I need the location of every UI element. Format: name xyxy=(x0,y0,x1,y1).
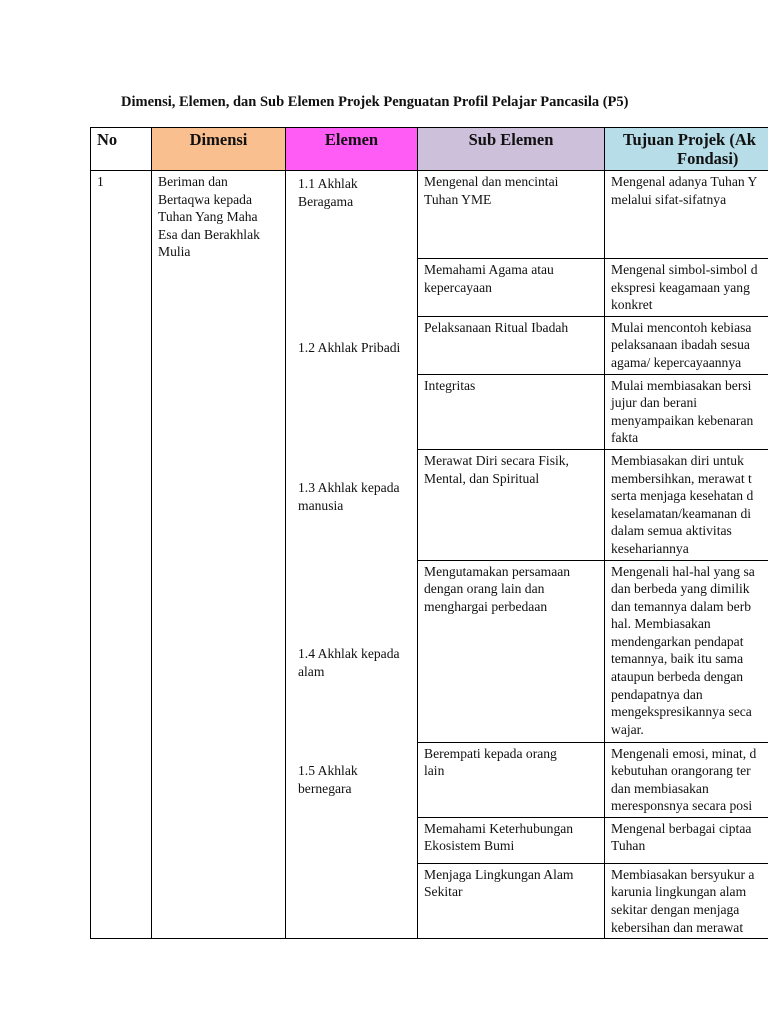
header-no: No xyxy=(91,128,152,171)
tujuan-line: dan membiasakan xyxy=(611,780,709,796)
tujuan-cell xyxy=(605,817,768,863)
sub-elemen-line: menghargai perbedaan xyxy=(424,598,548,614)
header-tujuan-line2: Fondasi) xyxy=(677,149,739,168)
sub-elemen-cell xyxy=(418,171,605,259)
tujuan-line: Mengenali emosi, minat, d xyxy=(611,745,757,761)
tujuan-line: Mengenal berbagai ciptaa xyxy=(611,820,752,836)
tujuan-cell xyxy=(605,316,768,374)
sub-elemen-line: Merawat Diri secara Fisik, xyxy=(424,452,569,468)
sub-elemen-cell xyxy=(418,374,605,449)
tujuan-line: Mengenal adanya Tuhan Y xyxy=(611,174,758,189)
sub-elemen-line: kepercayaan xyxy=(424,279,492,295)
tujuan-line: ataupun berbeda dengan xyxy=(611,669,744,685)
sub-elemen-line: Pelaksanaan Ritual Ibadah xyxy=(424,319,569,335)
tujuan-line: Mengenali hal-hal yang sa xyxy=(611,563,755,579)
sub-elemen-line: Mental, dan Spiritual xyxy=(424,470,540,486)
tujuan-line: Mulai membiasakan bersi xyxy=(611,377,752,393)
dimensi-line: Mulia xyxy=(158,244,191,260)
header-row xyxy=(91,128,768,171)
sub-elemen-cell xyxy=(418,863,605,938)
tujuan-line: Mengenal simbol-simbol d xyxy=(611,262,758,277)
tujuan-cell xyxy=(605,171,768,259)
tujuan-line: kebutuhan orangorang ter xyxy=(611,763,751,779)
tujuan-line: menyampaikan kebenaran xyxy=(611,412,754,428)
tujuan-line: mengekspresikannya seca xyxy=(611,704,752,720)
header-tujuan xyxy=(605,128,768,171)
elemen-line: 1.5 Akhlak xyxy=(298,763,358,778)
sub-elemen-cell xyxy=(418,259,605,317)
sub-elemen-cell xyxy=(418,449,605,560)
tujuan-line: dalam semua aktivitas xyxy=(611,523,732,539)
document-title: Dimensi, Elemen, dan Sub Elemen Projek Penguatan Profil Pelajar Pancasila (P5) xyxy=(121,94,629,110)
tujuan-line: agama/ kepercayaannya xyxy=(611,354,742,370)
tujuan-line: konkret xyxy=(611,297,653,313)
tujuan-line: fakta xyxy=(611,430,639,446)
elemen-item xyxy=(298,762,414,797)
elemen-line: manusia xyxy=(298,497,344,513)
elemen-cell xyxy=(286,171,418,939)
tujuan-line: temannya, baik itu sama xyxy=(611,651,744,667)
tujuan-line: wajar. xyxy=(611,721,644,737)
sub-elemen-line: Integritas xyxy=(424,377,476,393)
tujuan-line: jujur dan berani xyxy=(611,395,698,411)
sub-elemen-line: lain xyxy=(424,763,445,779)
p5-table xyxy=(90,127,768,939)
sub-elemen-line: Tuhan YME xyxy=(424,191,492,207)
dimensi-line: Esa dan Berakhlak xyxy=(158,226,260,242)
elemen-line: bernegara xyxy=(298,780,352,796)
tujuan-line: dan berbeda yang dimilik xyxy=(611,581,750,597)
dimensi-line: Bertaqwa kepada xyxy=(158,191,252,207)
tujuan-line: kebersihan dan merawat xyxy=(611,919,744,935)
tujuan-cell xyxy=(605,449,768,560)
sub-elemen-cell xyxy=(418,742,605,817)
dimensi-cell xyxy=(152,171,286,939)
tujuan-cell xyxy=(605,259,768,317)
elemen-item xyxy=(298,339,414,357)
sub-elemen-line: Memahami Keterhubungan xyxy=(424,820,574,836)
elemen-item xyxy=(298,479,414,514)
tujuan-line: keselamatan/keamanan di xyxy=(611,505,752,521)
table-row xyxy=(91,171,768,259)
elemen-line: 1.2 Akhlak Pribadi xyxy=(298,340,401,355)
tujuan-line: karunia lingkungan alam xyxy=(611,884,747,900)
sub-elemen-cell xyxy=(418,316,605,374)
dimensi-line: Beriman dan xyxy=(158,174,228,189)
sub-elemen-line: Ekosistem Bumi xyxy=(424,838,515,854)
sub-elemen-line: Mengenal dan mencintai xyxy=(424,174,559,189)
tujuan-line: meresponsnya secara posi xyxy=(611,798,753,814)
tujuan-line: membersihkan, merawat t xyxy=(611,470,752,486)
sub-elemen-cell xyxy=(418,560,605,742)
tujuan-line: pelaksanaan ibadah sesua xyxy=(611,337,750,353)
tujuan-line: ekspresi keagamaan yang xyxy=(611,279,750,295)
sub-elemen-cell xyxy=(418,817,605,863)
tujuan-cell xyxy=(605,742,768,817)
sub-elemen-line: Sekitar xyxy=(424,884,463,900)
elemen-line: 1.1 Akhlak xyxy=(298,176,358,191)
tujuan-line: kesehariannya xyxy=(611,540,689,556)
no-cell xyxy=(91,171,152,939)
tujuan-line: Membiasakan diri untuk xyxy=(611,452,744,468)
tujuan-line: pendapatnya dan xyxy=(611,686,703,702)
sub-elemen-line: dengan orang lain dan xyxy=(424,581,545,597)
tujuan-line: Mulai mencontoh kebiasa xyxy=(611,319,752,335)
sub-elemen-line: Menjaga Lingkungan Alam xyxy=(424,866,574,882)
tujuan-line: sekitar dengan menjaga xyxy=(611,902,740,918)
tujuan-line: mendengarkan pendapat xyxy=(611,633,744,649)
tujuan-cell xyxy=(605,863,768,938)
row-number: 1 xyxy=(97,174,104,189)
tujuan-cell xyxy=(605,374,768,449)
elemen-line: 1.4 Akhlak kepada xyxy=(298,646,400,661)
tujuan-line: melalui sifat-sifatnya xyxy=(611,191,727,207)
header-tujuan-line1: Tujuan Projek (Ak xyxy=(623,130,756,149)
tujuan-line: hal. Membiasakan xyxy=(611,616,711,632)
header-sub-elemen: Sub Elemen xyxy=(418,128,605,171)
sub-elemen-line: Mengutamakan persamaan xyxy=(424,563,571,579)
tujuan-line: Tuhan xyxy=(611,838,646,854)
elemen-line: alam xyxy=(298,663,325,679)
tujuan-line: Membiasakan bersyukur a xyxy=(611,866,755,882)
elemen-line: 1.3 Akhlak kepada xyxy=(298,480,400,495)
tujuan-line: dan temannya dalam berb xyxy=(611,598,752,614)
header-dimensi: Dimensi xyxy=(152,128,286,171)
sub-elemen-line: Memahami Agama atau xyxy=(424,262,554,277)
dimensi-line: Tuhan Yang Maha xyxy=(158,209,258,225)
sub-elemen-line: Berempati kepada orang xyxy=(424,745,557,761)
elemen-item xyxy=(298,645,414,680)
header-elemen: Elemen xyxy=(286,128,418,171)
tujuan-line: serta menjaga kesehatan d xyxy=(611,488,754,504)
elemen-line: Beragama xyxy=(298,193,354,209)
tujuan-cell xyxy=(605,560,768,742)
elemen-item xyxy=(298,175,414,210)
